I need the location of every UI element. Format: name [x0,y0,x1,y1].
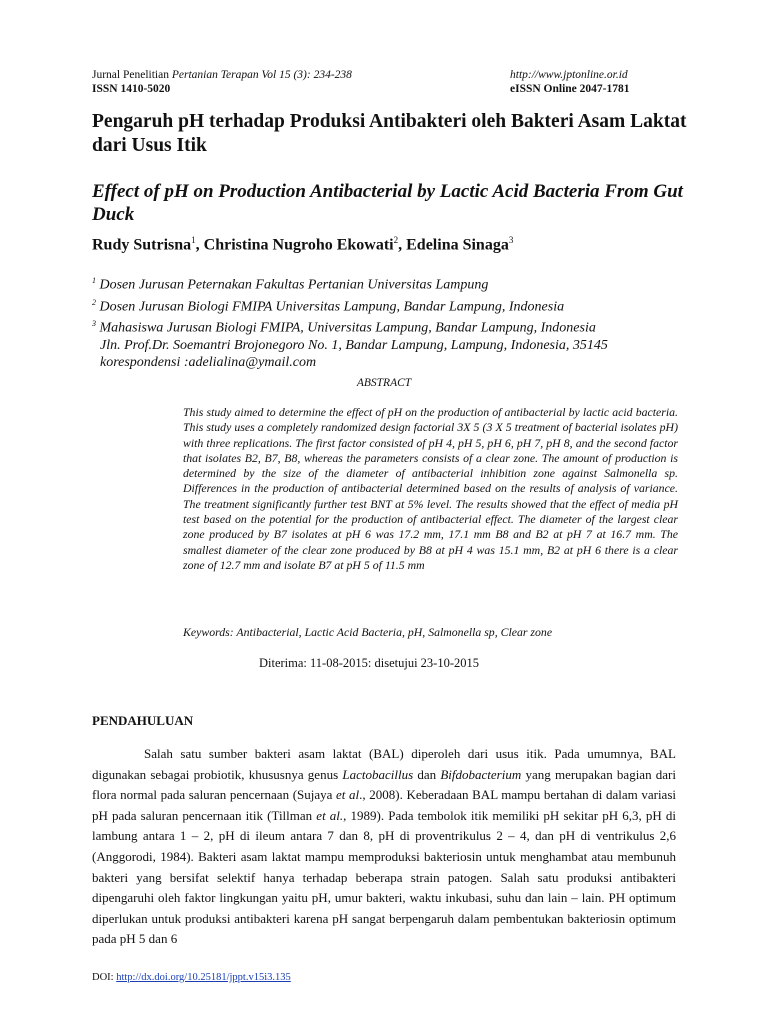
eissn: eISSN Online 2047-1781 [510,83,630,95]
introduction-paragraph: Salah satu sumber bakteri asam laktat (BAL) diperoleh dari usus itik. Pada umumnya, BAL digunakan sebagai probiotik, khususnya genus Lactobacillus dan Bifdobacterium yang merupakan bagian dari flora normal pada saluran pencernaan (Sujaya et al., 2008). Keberadaan BAL mampu bertahan di dalam variasi pH pada saluran pencernaan itik (Tillman et al., 1989). Pada tembolok itik memiliki pH sekitar pH 6,3, pH di lambung antara 1 – 2, pH di ileum antara 7 dan 8, pH di proventrikulus 2 – 4, dan pH di ventrikulus 2,6 (Anggorodi, 1984). Bakteri asam laktat mampu memproduksi bakteriosin untuk menghambat atau membunuh bakteri yang bersifat selektif hanya terhadap beberapa strain patogen. Salah satu produksi antibakteri dipengaruhi oleh faktor lingkungan yaitu pH, umur bakteri, waktu inkubasi, suhu dan lain – lain. PH optimum diperlukan untuk produksi antibakteri karena pH sangat berpengaruh dalam pembentukan bakteriosin optimum pada pH 5 dan 6 [92,746,677,947]
affiliations [92,272,692,371]
journal-header-right [510,68,630,96]
author-list: Rudy Sutrisna$^1$, Christina Nugroho Ekowati$^2$, Edelina Sinaga$^3$ [92,235,514,254]
author-sup: 2 [393,235,399,245]
affiliation-1: $^1$ Dosen Jurusan Peternakan Fakultas Pertanian Universitas Lampung [92,276,489,293]
author-sup: 3 [508,235,514,245]
doi-link[interactable]: http://dx.doi.org/10.25181/jppt.v15i3.135 [116,972,291,983]
journal-header-left [92,68,352,96]
title-indonesian: Pengaruh pH terhadap Produksi Antibakteri oleh Bakteri Asam Laktat dari Usus Itik [92,111,687,156]
received-date: Diterima: 11-08-2015: disetujui 23-10-2015 [259,656,479,670]
abstract-heading: ABSTRACT [356,377,412,389]
journal-url[interactable]: http://www.jptonline.or.id [510,69,628,81]
journal-citation: Jurnal Penelitian Pertanian Terapan Vol 15 (3): 234-238 [92,69,352,81]
abstract-text: This study aimed to determine the effect of pH on the production of antibacterial by lactic acid bacteria. This study uses a completely randomized design factorial 3X 5 (3 X 5 treatment of bacterial isolates pH) with three replications. The first factor consisted of pH 4, pH 5, pH 6, pH 7, pH 8, and the second factor that isolates B2, B7, B8, whereas the parameters consists of a clear zone. The amount of production is determined by the size of the diameter of antibacterial inhibition zone against Salmonella sp. Differences in the production of antibacterial determined based on the results of analysis of variance. The treatment significantly further test BNT at 5% level. The results showed that the effect of media pH test based on the potential for the production of antibacterial effect. The diameter of the largest clear zone produced by B7 isolates at pH 6 was 17.2 mm, 17.1 mm B8 and B2 at pH 7 at 16.7 mm. The smallest diameter of the clear zone produced by B8 at pH 4 was 15.1 mm, B2 at pH 6 there is a clear zone of 12.7 mm and isolate B7 at pH 5 of 11.5 mm [183,405,678,572]
author-sup: 1 [191,235,196,245]
keywords: Keywords: Antibacterial, Lactic Acid Bacteria, pH, Salmonella sp, Clear zone [183,625,553,639]
author-name: Edelina Sinaga [406,236,509,254]
affiliation-2: $^2$ Dosen Jurusan Biologi FMIPA Universitas Lampung, Bandar Lampung, Indonesia [92,297,565,315]
address: Jln. Prof.Dr. Soemantri Brojonegoro No. 1, Bandar Lampung, Lampung, Indonesia, 35145 [100,337,608,353]
section-heading: PENDAHULUAN [92,713,194,728]
title-english: Effect of pH on Production Antibacterial by Lactic Acid Bacteria From Gut Duck [92,181,683,225]
doi-footer: DOI: http://dx.doi.org/10.25181/jppt.v15i3.135 [92,972,291,983]
issn: ISSN 1410-5020 [92,83,171,95]
author-name: Rudy Sutrisna [92,236,192,254]
correspondence-email: korespondensi :adelialina@ymail.com [100,354,317,370]
affiliation-3: $^3$ Mahasiswa Jurusan Biologi FMIPA, Universitas Lampung, Bandar Lampung, Indonesia [92,319,596,336]
author-name: Christina Nugroho Ekowati [203,236,394,254]
